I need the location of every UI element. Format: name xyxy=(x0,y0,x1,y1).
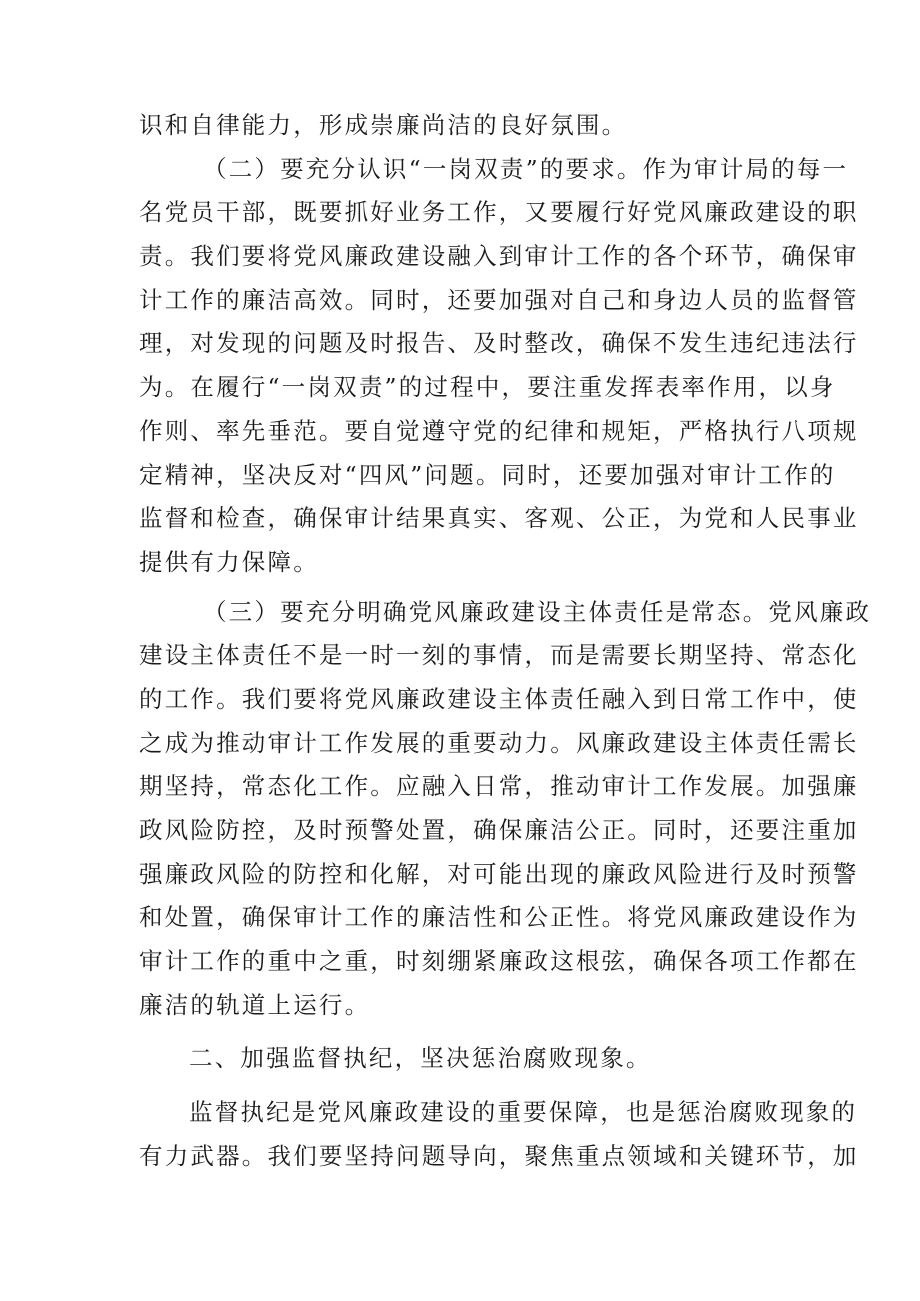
text-line: 监督和检查，确保审计结果真实、客观、公正，为党和人民事业 xyxy=(139,504,859,533)
document-body xyxy=(139,104,872,1179)
paragraph-supervision xyxy=(139,1091,859,1178)
paragraph-intro-tail xyxy=(139,104,787,148)
text-line: 为。在履行“一岗双责”的过程中，要注重发挥表率作用，以身 xyxy=(139,373,836,402)
text-line: 之成为推动审计工作发展的重要动力。风廉政建设主体责任需长 xyxy=(139,728,859,757)
text-line: 识和自律能力，形成崇廉尚洁的良好氛围。 xyxy=(139,111,628,139)
text-line: 建设主体责任不是一时一刻的事情，而是需要长期坚持、常态化 xyxy=(139,641,859,670)
text-line: 和处置，确保审计工作的廉洁性和公正性。将党风廉政建设作为 xyxy=(139,903,859,932)
text-line: 有力武器。我们要坚持问题导向，聚焦重点领域和关键环节，加 xyxy=(139,1141,859,1170)
text-line: 计工作的廉洁高效。同时，还要加强对自己和身边人员的监督管 xyxy=(139,285,859,314)
text-line: 责。我们要将党风廉政建设融入到审计工作的各个环节，确保审 xyxy=(139,242,859,271)
text-line: 监督执纪是党风廉政建设的重要保障，也是惩治腐败现象的 xyxy=(189,1098,858,1127)
text-line: 定精神，坚决反对“四风”问题。同时，还要加强对审计工作的 xyxy=(139,460,836,489)
text-line: 审计工作的重中之重，时刻绷紧廉政这根弦，确保各项工作都在 xyxy=(139,947,859,976)
text-line: 廉洁的轨道上运行。 xyxy=(139,990,371,1019)
text-line: 作则、率先垂范。要自觉遵守党的纪律和规矩，严格执行八项规 xyxy=(139,416,859,445)
text-line: 理，对发现的问题及时报告、及时整改，确保不发生违纪违法行 xyxy=(139,329,859,358)
text-line: 提供有力保障。 xyxy=(139,547,319,576)
paragraph-section-2 xyxy=(139,148,859,585)
text-line: （三）要充分明确党风廉政建设主体责任是常态。党风廉政 xyxy=(203,597,872,626)
text-line: 名党员干部，既要抓好业务工作，又要履行好党风廉政建设的职 xyxy=(139,198,859,227)
section-heading xyxy=(139,1037,787,1081)
text-line: 期坚持，常态化工作。应融入日常，推动审计工作发展。加强廉 xyxy=(139,772,859,801)
text-line: 强廉政风险的防控和化解，对可能出现的廉政风险进行及时预警 xyxy=(139,859,859,888)
paragraph-section-3 xyxy=(139,591,872,1028)
text-line: （二）要充分认识“一岗双责”的要求。作为审计局的每一 xyxy=(203,154,849,183)
text-line: 的工作。我们要将党风廉政建设主体责任融入到日常工作中，使 xyxy=(139,684,859,713)
heading-line: 二、加强监督执纪，坚决惩治腐败现象。 xyxy=(189,1044,652,1073)
text-line: 政风险防控，及时预警处置，确保廉洁公正。同时，还要注重加 xyxy=(139,816,859,844)
